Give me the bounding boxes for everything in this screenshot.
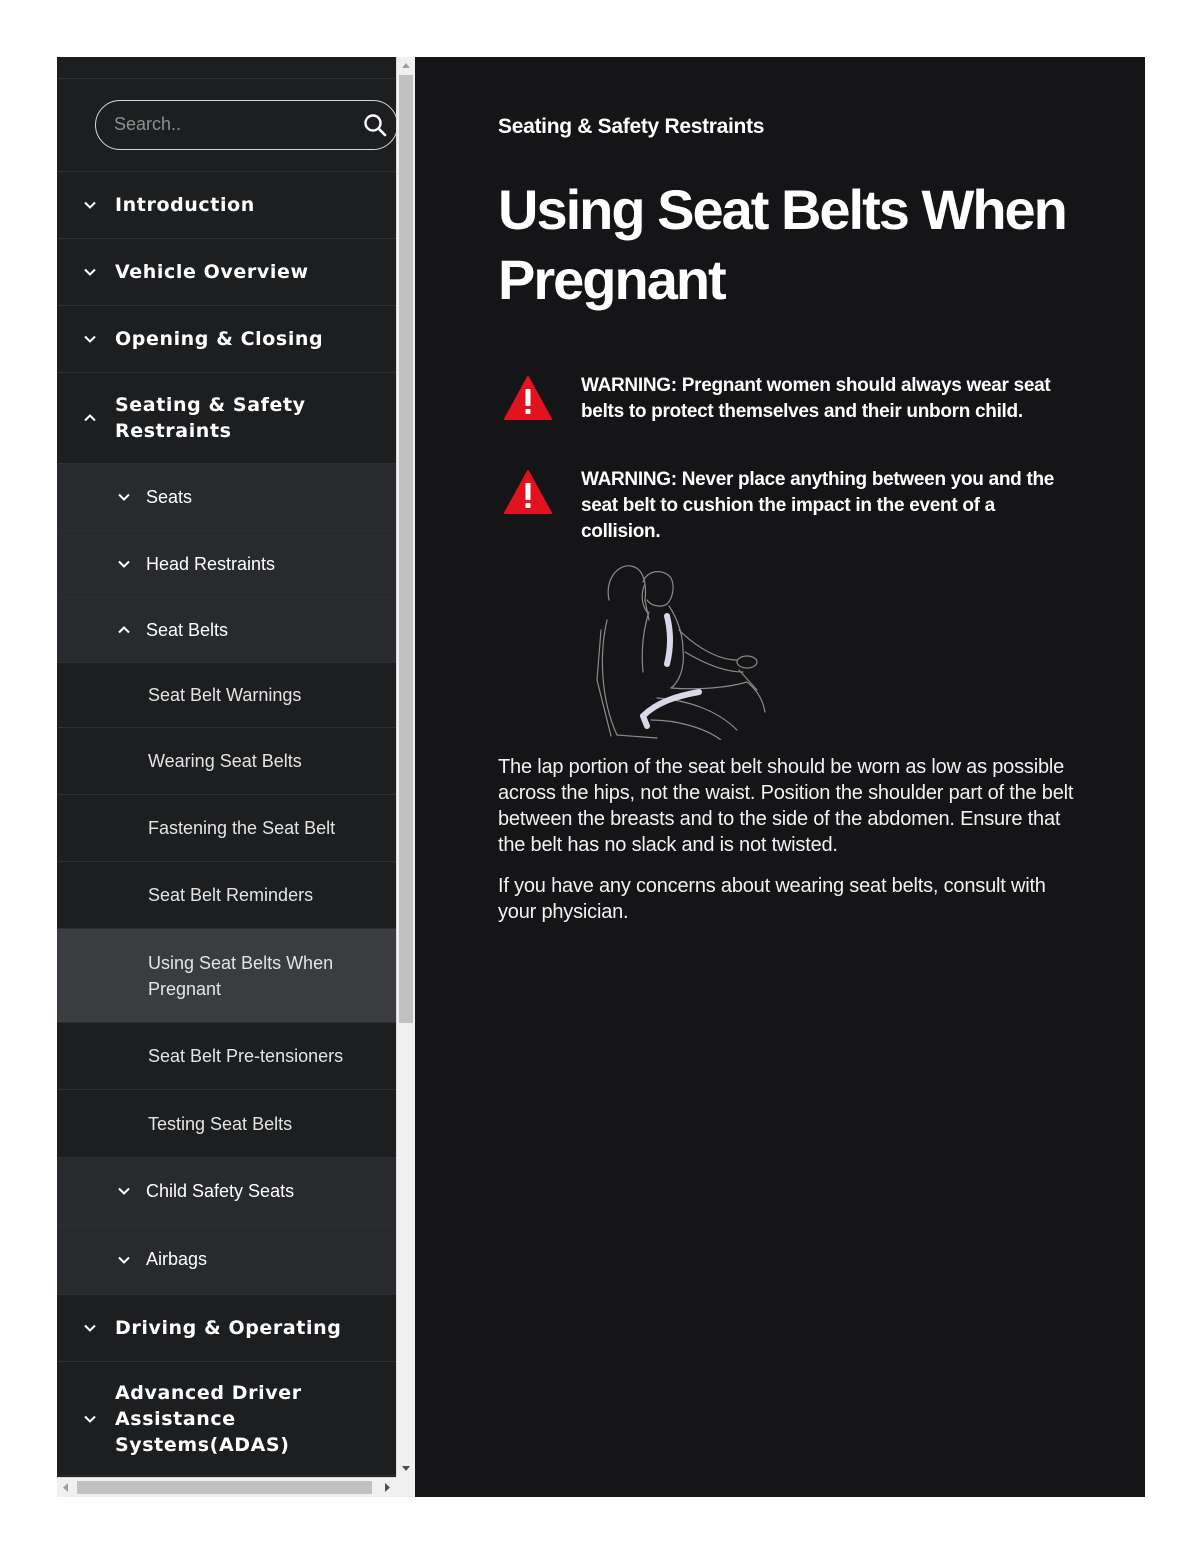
search-input[interactable] [114,101,344,148]
sidebar-item-seats[interactable] [57,464,396,531]
sidebar-item-seat-belt-warnings[interactable] [57,663,396,728]
search-area [57,79,396,172]
sidebar-item-opening-closing[interactable] [57,306,396,373]
sidebar-top-strip [57,57,396,79]
warning-text: WARNING: Never place anything between you and the seat belt to cushion the impact in the event of a collision. [581,469,1055,542]
sidebar-item-label: Seats [146,486,193,507]
sidebar-item-label: Testing Seat Belts [148,1113,293,1134]
sidebar-vertical-scrollbar[interactable] [396,57,415,1477]
chevron-down-icon [83,1412,97,1426]
scroll-up-arrow-icon[interactable] [397,57,415,74]
sidebar-item-label: Vehicle Overview [115,261,309,283]
scrollbar-corner [396,1477,415,1497]
main-content [415,57,1145,1497]
body-paragraph: If you have any concerns about wearing seat belts, consult with your physician. [498,875,1046,923]
scroll-right-arrow-icon[interactable] [378,1478,396,1497]
search-icon[interactable] [363,113,387,137]
chevron-down-icon [83,198,97,212]
warning-triangle-icon [503,375,553,421]
pregnant-seatbelt-illustration [587,560,777,740]
sidebar-item-vehicle-overview[interactable] [57,239,396,306]
sidebar-item-label: Seat Belt Warnings [148,685,302,705]
sidebar-item-label: Advanced Driver Assistance Systems(ADAS) [115,1381,302,1456]
sidebar-item-label: Head Restraints [146,553,276,574]
chevron-down-icon [117,1184,131,1198]
sidebar-item-seat-belt-reminders[interactable] [57,862,396,929]
page-title: Using Seat Belts When Pregnant [498,178,1066,311]
chevron-down-icon [83,332,97,346]
chevron-up-icon [83,411,97,425]
sidebar-item-fastening-seat-belt[interactable] [57,795,396,862]
sidebar-item-label: Seat Belt Reminders [148,885,314,905]
sidebar-item-label: Seating & Safety Restraints [115,394,306,442]
chevron-down-icon [83,265,97,279]
sidebar-item-label: Opening & Closing [115,328,324,350]
sidebar-item-adas[interactable] [57,1362,396,1476]
chevron-up-icon [117,623,131,637]
chevron-down-icon [117,1253,131,1267]
search-box[interactable] [95,100,396,150]
sidebar-item-seat-belts[interactable] [57,598,396,663]
sidebar-item-head-restraints[interactable] [57,531,396,598]
sidebar-item-using-seat-belts-pregnant[interactable] [57,929,396,1023]
sidebar-item-label: Wearing Seat Belts [148,751,302,771]
sidebar-item-label: Seat Belts [146,619,229,640]
sidebar-item-airbags[interactable] [57,1225,396,1295]
sidebar-item-seat-belt-pretensioners[interactable] [57,1023,396,1090]
scroll-down-arrow-icon[interactable] [397,1460,415,1477]
sidebar-item-label: Airbags [146,1249,208,1269]
sidebar-item-label: Fastening the Seat Belt [148,818,336,838]
vertical-scroll-thumb[interactable] [399,75,413,1023]
sidebar-item-testing-seat-belts[interactable] [57,1090,396,1158]
body-paragraph: The lap portion of the seat belt should be worn as low as possible across the hips, not the waist. Position the shoulder part of the belt between the breasts and to the side of the abdomen. Ensure that the belt has no slack and is not twisted. [498,756,1074,856]
warning-triangle-icon [503,469,553,515]
sidebar-item-label: Seat Belt Pre-tensioners [148,1046,344,1066]
sidebar-horizontal-scrollbar[interactable] [57,1477,396,1497]
sidebar-item-wearing-seat-belts[interactable] [57,728,396,795]
sidebar-nav [57,57,396,1477]
section-title: Seating & Safety Restraints [498,115,765,138]
sidebar-item-label: Child Safety Seats [146,1180,295,1201]
warning-text: WARNING: Pregnant women should always wear seat belts to protect themselves and their unborn child. [581,375,1051,422]
sidebar-item-label: Introduction [115,194,255,216]
sidebar-item-label: Driving & Operating [115,1317,342,1339]
chevron-down-icon [117,490,131,504]
sidebar-item-child-safety-seats[interactable] [57,1158,396,1225]
sidebar-item-seating-safety-restraints[interactable] [57,373,396,464]
horizontal-scroll-thumb[interactable] [77,1481,372,1494]
chevron-down-icon [83,1321,97,1335]
sidebar-item-label: Using Seat Belts When Pregnant [148,952,334,999]
chevron-down-icon [117,557,131,571]
sidebar-item-introduction[interactable] [57,172,396,239]
scroll-left-arrow-icon[interactable] [57,1478,75,1497]
sidebar-item-driving-operating[interactable] [57,1295,396,1362]
